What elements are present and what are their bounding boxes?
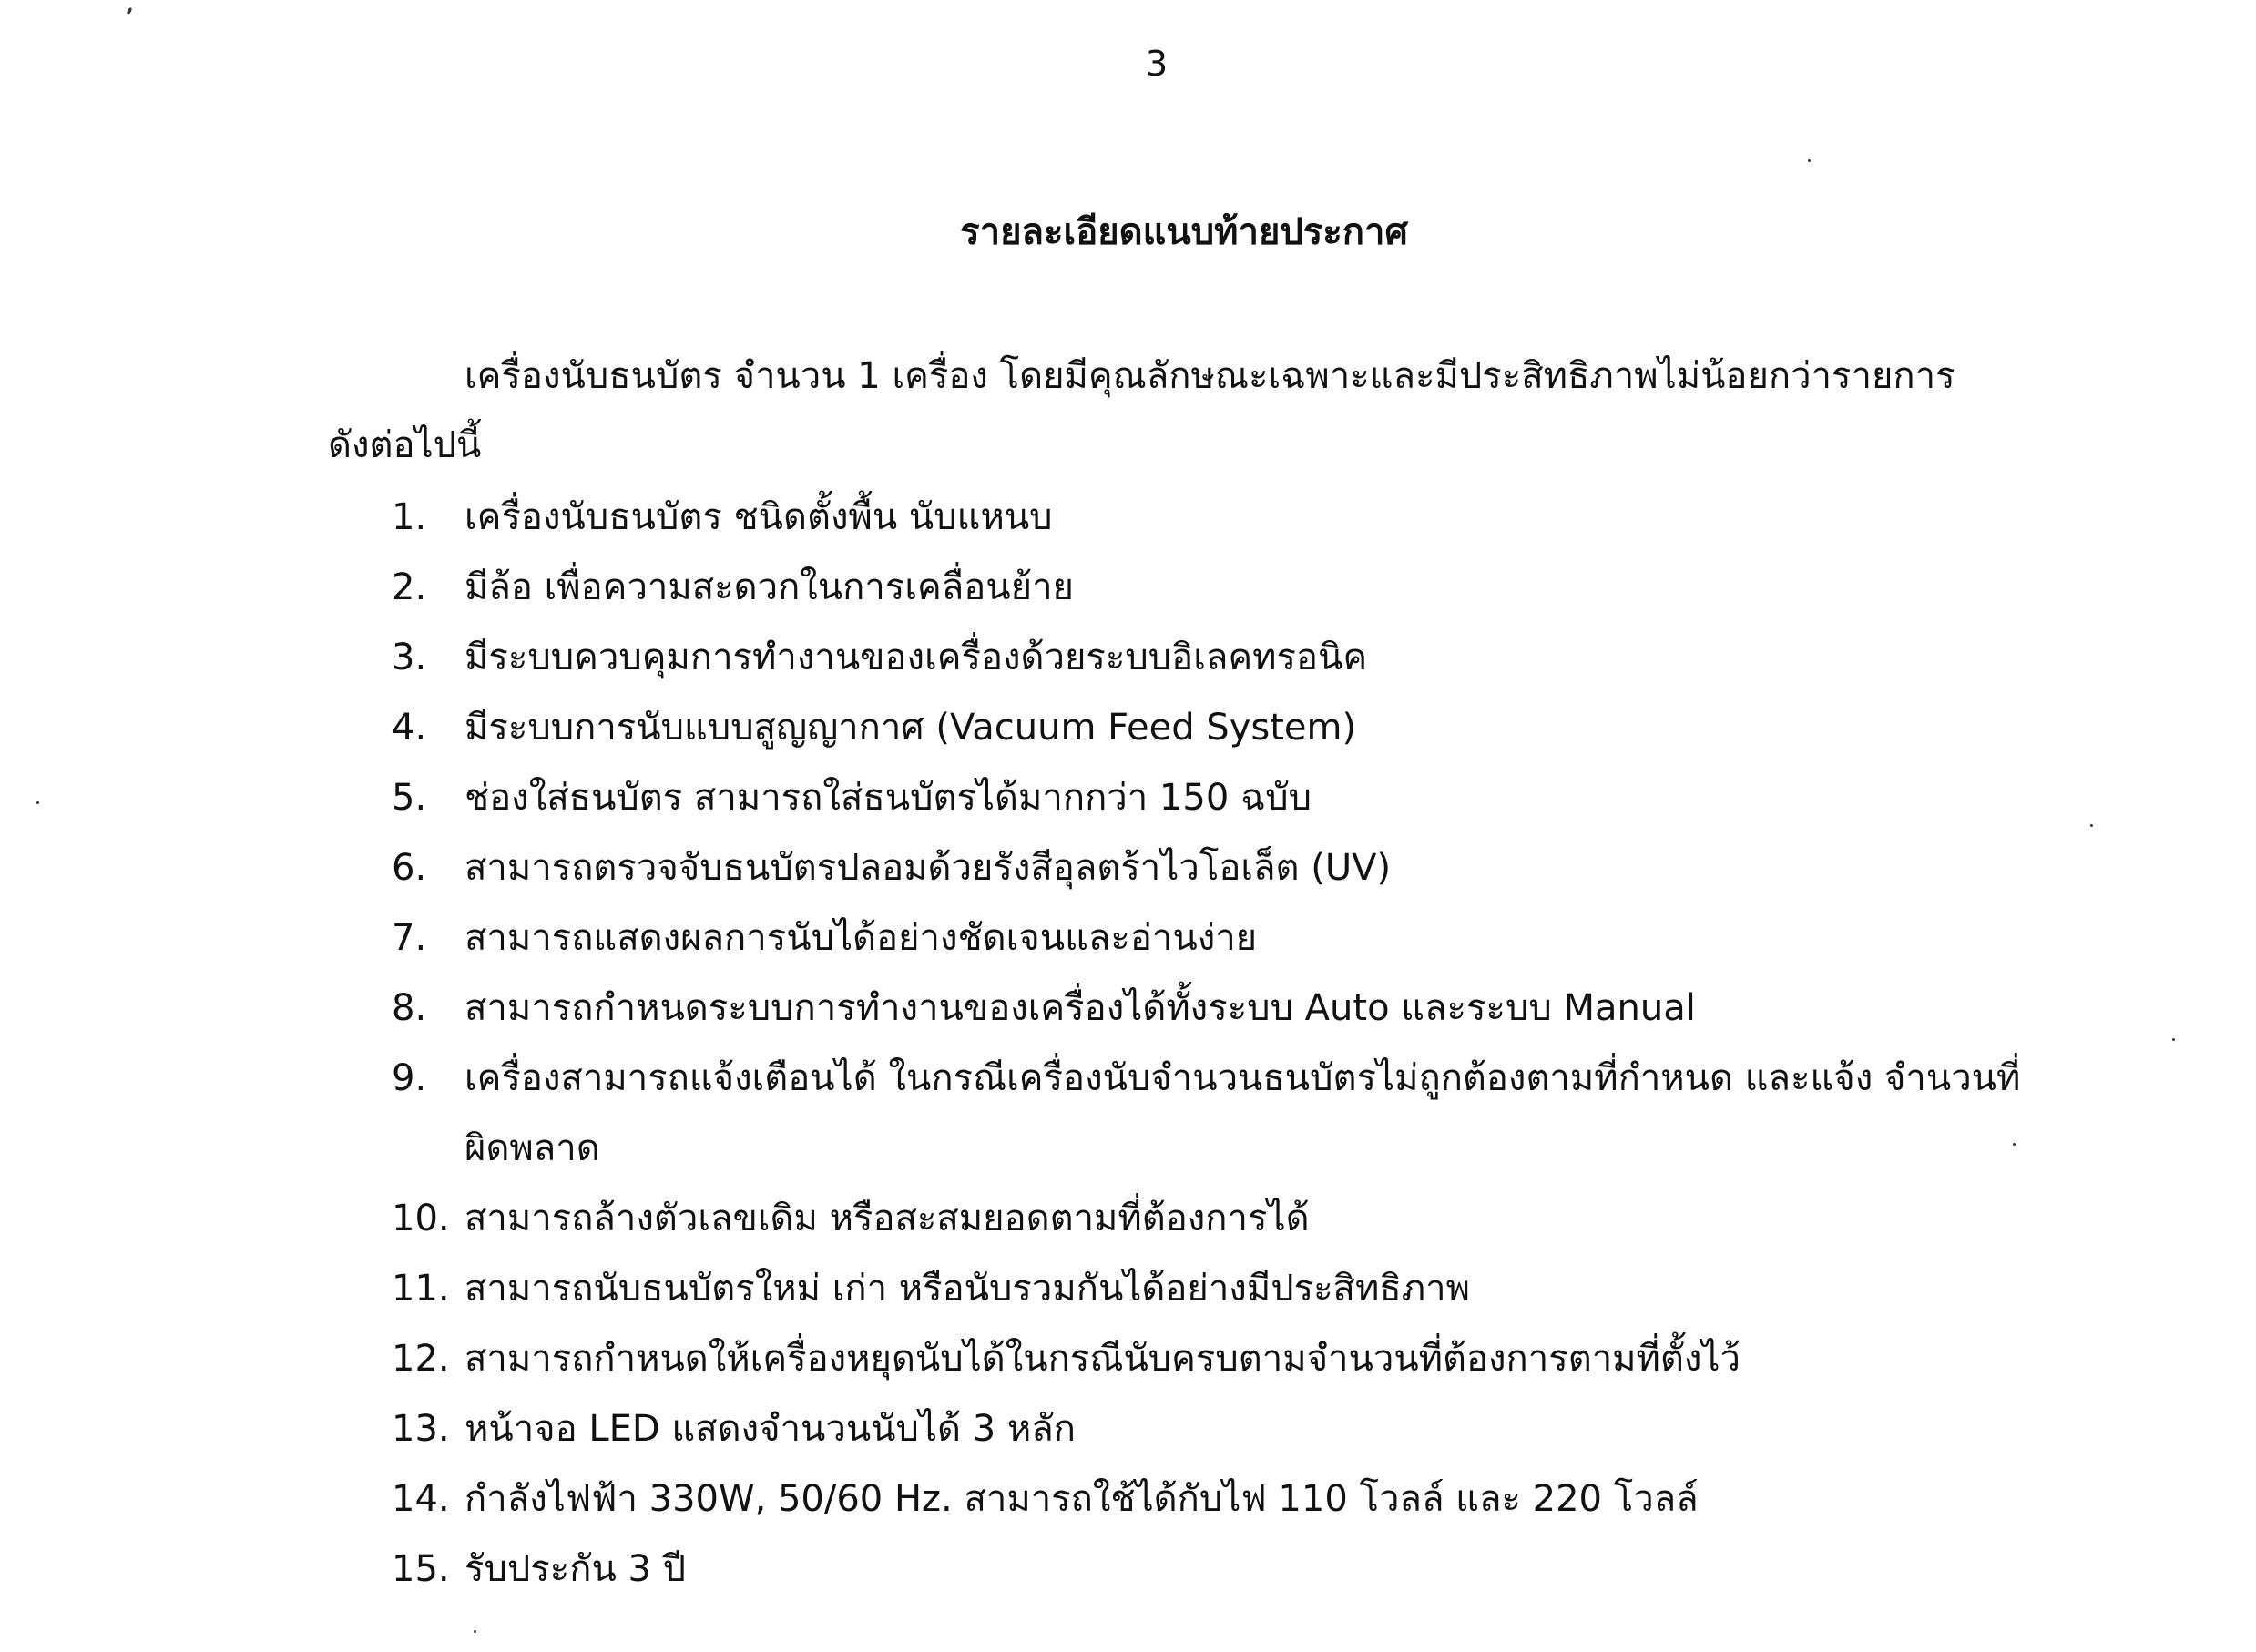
list-item-number: 14.: [392, 1478, 450, 1520]
scan-speck: [2013, 1143, 2016, 1146]
list-item-number: 3.: [392, 637, 427, 678]
list-item-text: สามารถแสดงผลการนับได้อย่างชัดเจนและอ่านง่าย: [464, 917, 1258, 959]
list-item-number: 10.: [392, 1198, 450, 1239]
list-item: [328, 903, 2058, 974]
list-item-text: เครื่องสามารถแจ้งเตือนได้ ในกรณีเครื่องนับจำนวนธนบัตรไม่ถูกต้องตามที่กำหนด และแจ้ง จำนวนที่ผิดพลาด: [464, 1057, 2021, 1169]
list-item: [328, 693, 2058, 763]
list-item-text: มีระบบควบคุมการทำงานของเครื่องด้วยระบบอิเลคทรอนิค: [464, 637, 1368, 678]
list-item-text: กำลังไฟฟ้า 330W, 50/60 Hz. สามารถใช้ได้กับไฟ 110 โวลล์ และ 220 โวลล์: [464, 1478, 1699, 1520]
scan-speck: [2090, 824, 2093, 827]
intro-paragraph: [328, 342, 1985, 480]
list-item: [328, 1044, 2058, 1184]
list-item-text: มีระบบการนับแบบสูญญากาศ (Vacuum Feed System): [464, 707, 1357, 749]
list-item: [328, 833, 2058, 903]
list-item-number: 7.: [392, 917, 427, 959]
list-item: [328, 623, 2058, 693]
list-item-text: สามารถกำหนดให้เครื่องหยุดนับได้ในกรณีนับครบตามจำนวนที่ต้องการตามที่ตั้งไว้: [464, 1338, 1740, 1380]
list-item: [328, 1184, 2058, 1254]
list-item-text: หน้าจอ LED แสดงจำนวนนับได้ 3 หลัก: [464, 1408, 1076, 1450]
list-item-text: สามารถกำหนดระบบการทำงานของเครื่องได้ทั้งระบบ Auto และระบบ Manual: [464, 987, 1696, 1029]
scan-speck: [126, 7, 132, 15]
list-item-number: 8.: [392, 987, 427, 1029]
list-item: [328, 483, 2058, 553]
list-item: [328, 763, 2058, 833]
list-item-number: 2.: [392, 566, 427, 608]
list-item-text: มีล้อ เพื่อความสะดวกในการเคลื่อนย้าย: [464, 566, 1074, 608]
list-item-text: ช่องใส่ธนบัตร สามารถใส่ธนบัตรได้มากกว่า 150 ฉบับ: [464, 777, 1312, 819]
list-item-number: 9.: [392, 1057, 427, 1099]
list-item-text: สามารถล้างตัวเลขเดิม หรือสะสมยอดตามที่ต้องการได้: [464, 1198, 1310, 1239]
list-item-text: สามารถนับธนบัตรใหม่ เก่า หรือนับรวมกันได้อย่างมีประสิทธิภาพ: [464, 1268, 1470, 1310]
list-item-number: 13.: [392, 1408, 450, 1450]
scan-speck: [36, 801, 39, 804]
list-item-number: 1.: [392, 496, 427, 538]
list-item-text: รับประกัน 3 ปี: [464, 1548, 687, 1590]
list-item-number: 15.: [392, 1548, 450, 1590]
spec-list: [328, 483, 2058, 1605]
list-item-number: 5.: [392, 777, 427, 819]
list-item: [328, 1535, 2058, 1605]
scan-speck: [2172, 1038, 2175, 1041]
list-item: [328, 1254, 2058, 1324]
intro-line-2: ดังต่อไปนี้: [328, 424, 482, 466]
list-item: [328, 553, 2058, 623]
list-item: [328, 1324, 2058, 1394]
list-item-number: 4.: [392, 707, 427, 749]
page-number: 3: [1145, 44, 1169, 84]
list-item-text: เครื่องนับธนบัตร ชนิดตั้งพื้น นับแหนบ: [464, 496, 1053, 538]
list-item-number: 11.: [392, 1268, 450, 1310]
intro-line-1: เครื่องนับธนบัตร จำนวน 1 เครื่อง โดยมีคุณลักษณะเฉพาะและมีประสิทธิภาพไม่น้อยกว่ารายการ: [464, 355, 1955, 397]
page-title: รายละเอียดแนบท้ายประกาศ: [960, 211, 1408, 253]
list-item-number: 12.: [392, 1338, 450, 1380]
list-item: [328, 1464, 2058, 1535]
list-item-text: สามารถตรวจจับธนบัตรปลอมด้วยรังสีอุลตร้าไวโอเล็ต (UV): [464, 847, 1392, 889]
scan-speck: [474, 1630, 476, 1633]
list-item-number: 6.: [392, 847, 427, 889]
list-item: [328, 1394, 2058, 1464]
scan-speck: [1808, 159, 1811, 162]
list-item: [328, 974, 2058, 1044]
